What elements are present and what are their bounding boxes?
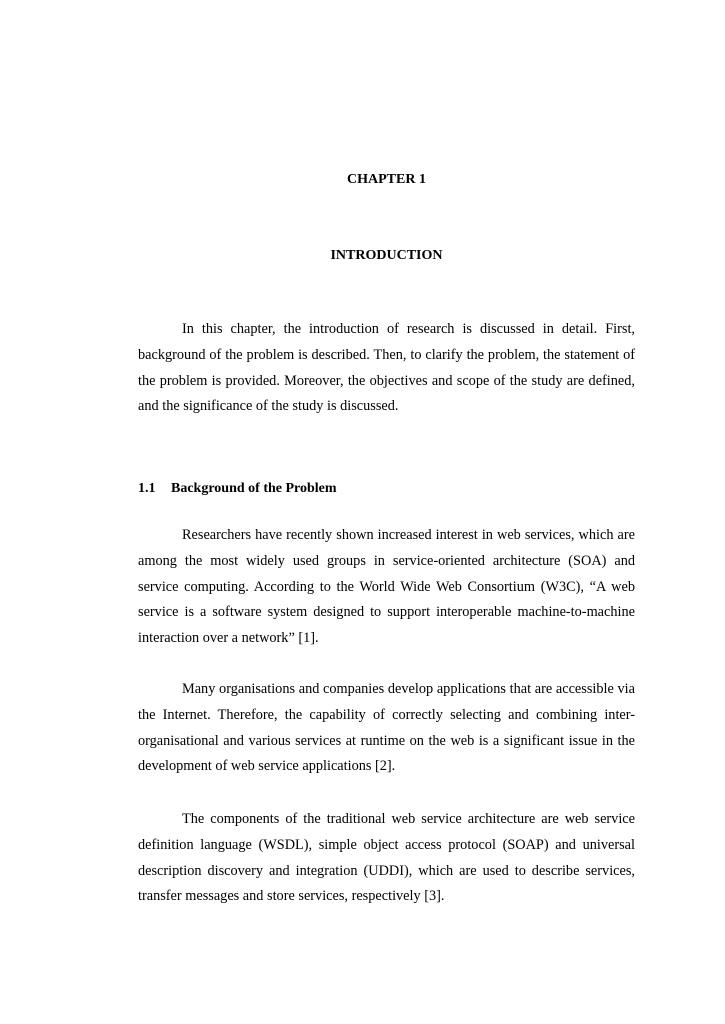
- section-heading: [138, 479, 337, 499]
- chapter-title: INTRODUCTION: [330, 248, 443, 263]
- intro-paragraph: In this chapter, the introduction of research is discussed in detail. First, background of the problem is described. Then, to clarify the problem, the statement of the problem is provided. Moreover, the objectives and scope of the study are defined, and the significance of the study is discussed.: [138, 321, 635, 415]
- background-paragraph-3: The components of the traditional web service architecture are web service definition language (WSDL), simple object access protocol (SOAP) and universal description discovery and integration (UDDI), which are used to describe services, transfer messages and store services, respectively [3].: [138, 811, 635, 905]
- background-paragraph-2: Many organisations and companies develop applications that are accessible via the Internet. Therefore, the capability of correctly selecting and combining inter-organisational and various services at runtime on the web is a significant issue in the development of web service applications [2].: [138, 681, 635, 775]
- section-number: 1.1: [138, 481, 156, 496]
- chapter-label: CHAPTER 1: [347, 172, 426, 187]
- background-paragraph-1: Researchers have recently shown increased interest in web services, which are among the most widely used groups in service-oriented architecture (SOA) and service computing. According to the World Wide Web Consortium (W3C), “A web service is a software system designed to support interoperable machine-to-machine interaction over a network” [1].: [138, 527, 635, 647]
- section-title: Background of the Problem: [171, 481, 337, 496]
